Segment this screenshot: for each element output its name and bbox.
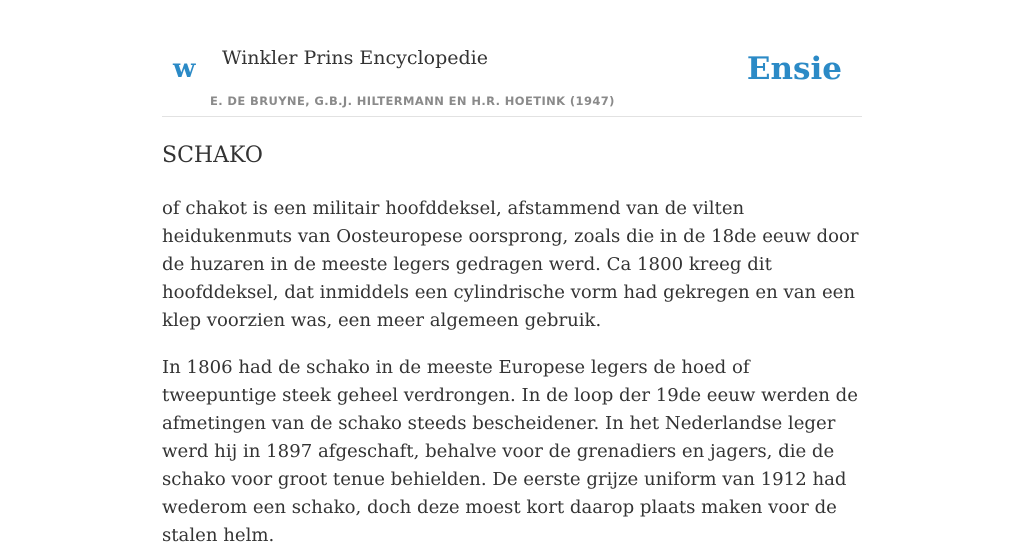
article-headword: SCHAKO [162, 143, 263, 168]
article-paragraph-1: of chakot is een militair hoofddeksel, afstammend van de vilten heidukenmuts van Oosteuropese oorsprong, zoals die in de 18de eeuw door de huzaren in de meeste legers gedragen werd. Ca 1800 kreeg dit hoofddeksel, dat inmiddels een cylindrische vorm had gekregen en van een klep voorzien was, een meer algemeen gebruik. [162, 198, 859, 331]
article-paragraph-2: In 1806 had de schako in de meeste Europese legers de hoed of tweepuntige steek geheel verdrongen. In de loop der 19de eeuw werden de afmetingen van de schako steeds bescheidener. In het Nederlandse leger werd hij in 1897 afgeschaft, behalve voor de grenadiers en jagers, die de schako voor groot tenue behielden. De eerste grijze uniform van 1912 had wederom een schako, doch deze moest kort daarop plaats maken voor de stalen helm. [162, 357, 858, 546]
source-logo[interactable]: w [173, 54, 196, 84]
source-title[interactable]: Winkler Prins Encyclopedie [222, 47, 488, 69]
site-header [162, 0, 862, 117]
source-authors: E. DE BRUYNE, G.B.J. HILTERMANN EN H.R. HOETINK (1947) [210, 94, 615, 108]
content-column [162, 0, 862, 550]
ensie-logo[interactable]: Ensie [746, 51, 842, 87]
